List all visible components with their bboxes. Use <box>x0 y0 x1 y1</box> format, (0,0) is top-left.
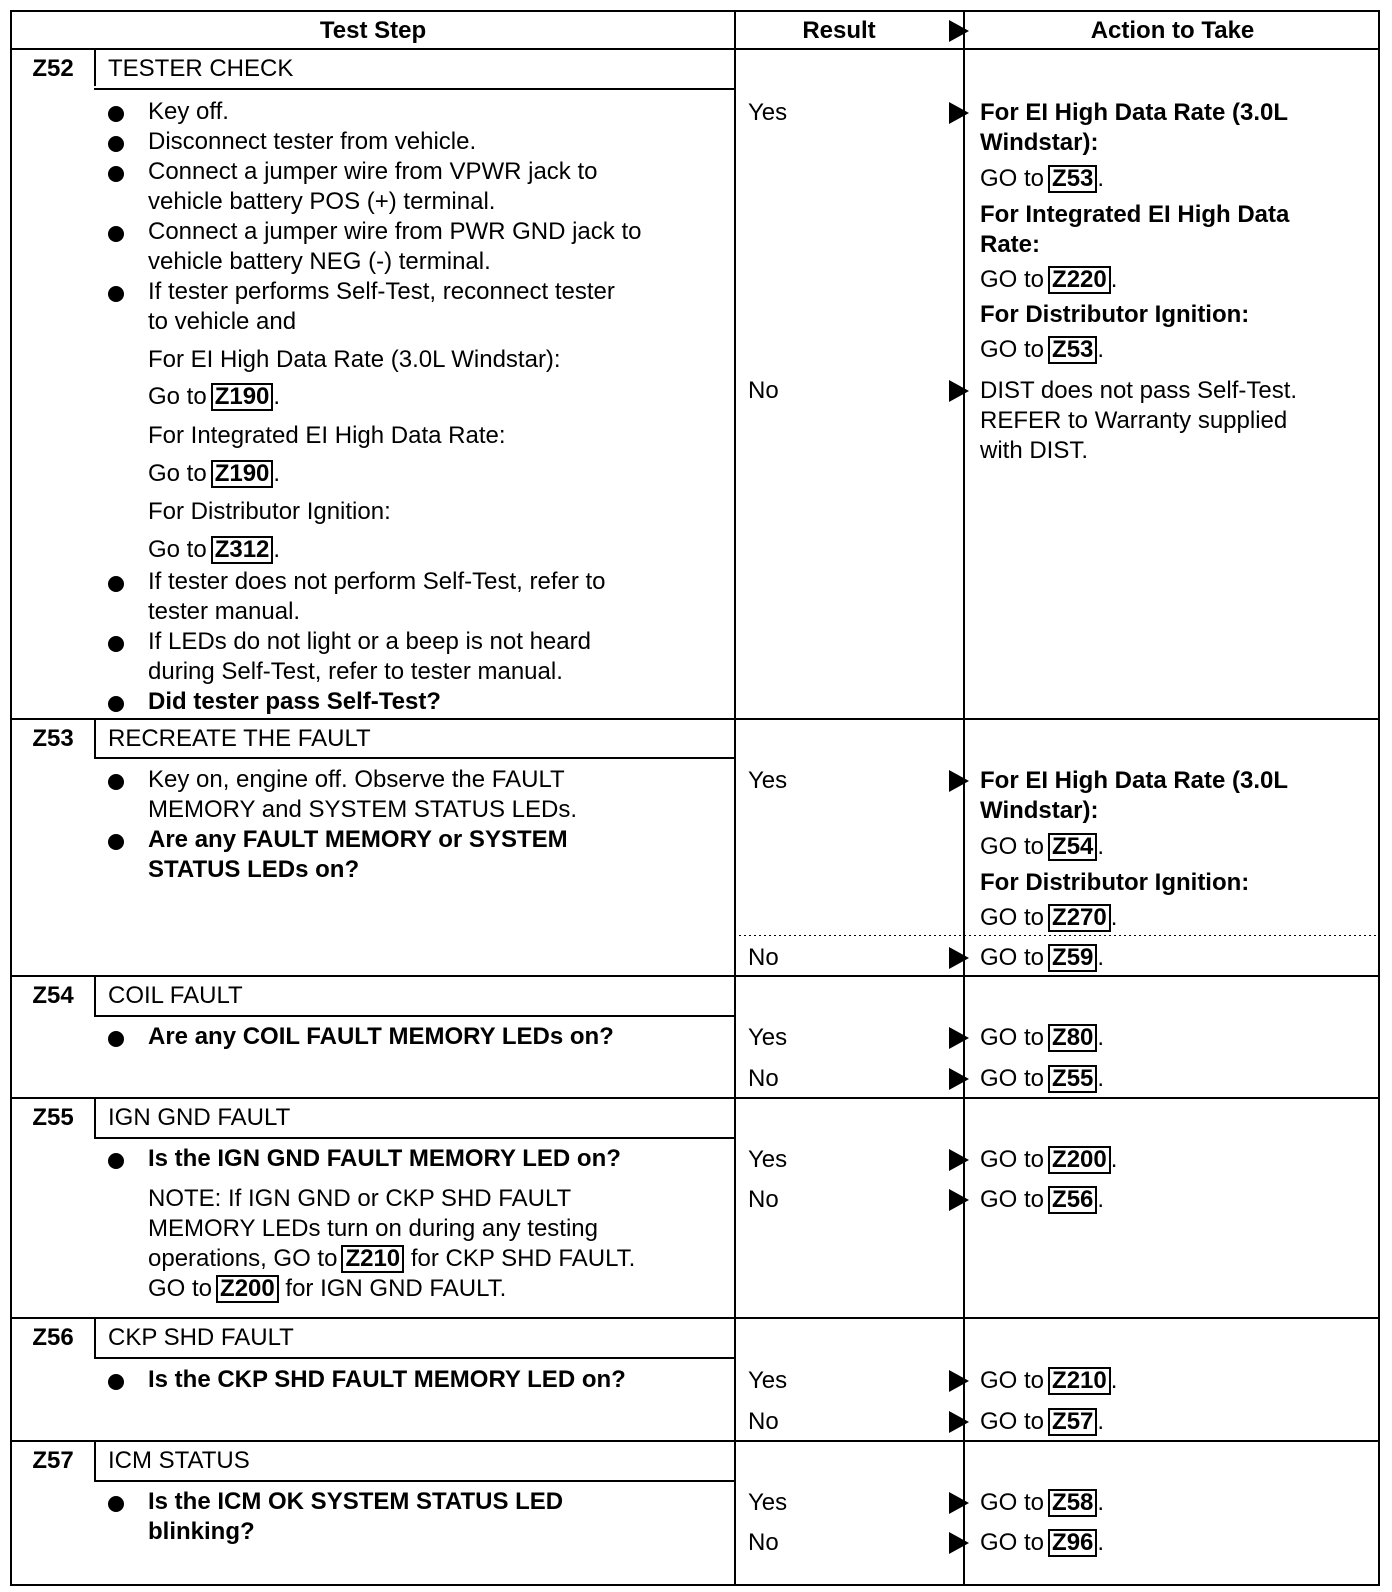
step-question: Is the IGN GND FAULT MEMORY LED on? <box>148 1145 621 1172</box>
arrow-icon <box>949 1411 969 1433</box>
step-line: If tester does not perform Self-Test, refer to <box>148 568 606 595</box>
action-goto: GO to Z53 . <box>980 336 1105 363</box>
action-goto: GO to Z220 . <box>980 266 1118 293</box>
divider <box>94 757 734 759</box>
bullet-icon <box>108 1153 124 1169</box>
ref-link[interactable]: Z96 <box>1048 1529 1097 1557</box>
ref-link[interactable]: Z312 <box>211 536 274 564</box>
action-goto: GO to Z96 . <box>980 1529 1105 1556</box>
step-title: COIL FAULT <box>108 982 243 1009</box>
arrow-icon <box>949 1370 969 1392</box>
divider <box>94 1137 734 1139</box>
action-line: Rate: <box>980 231 1041 258</box>
ref-link[interactable]: Z53 <box>1048 336 1097 364</box>
goto-line: Go to Z312 . <box>148 536 281 563</box>
bullet-icon <box>108 834 124 850</box>
ref-link[interactable]: Z200 <box>1048 1146 1111 1174</box>
action-goto: GO to Z54 . <box>980 833 1105 860</box>
bullet-icon <box>108 136 124 152</box>
arrow-icon <box>949 1068 969 1090</box>
step-line: Key on, engine off. Observe the FAULT <box>148 766 565 793</box>
divider <box>94 720 96 758</box>
note-line: MEMORY LEDs turn on during any testing <box>148 1215 598 1242</box>
action-goto: GO to Z200 . <box>980 1146 1118 1173</box>
action-goto: GO to Z53 . <box>980 165 1105 192</box>
divider <box>94 1099 96 1137</box>
step-code: Z53 <box>32 725 74 752</box>
column-divider <box>963 12 965 1584</box>
diagnostic-table <box>10 10 1380 1586</box>
bullet-icon <box>108 576 124 592</box>
action-line: For EI High Data Rate (3.0L <box>980 99 1289 126</box>
header-test-step: Test Step <box>319 17 427 44</box>
step-line: For EI High Data Rate (3.0L Windstar): <box>148 346 561 373</box>
goto-line: Go to Z190 . <box>148 460 281 487</box>
result-yes: Yes <box>748 1489 788 1516</box>
step-line: Connect a jumper wire from PWR GND jack to <box>148 218 642 245</box>
ref-link[interactable]: Z190 <box>211 383 274 411</box>
step-title: TESTER CHECK <box>108 55 294 82</box>
step-line: vehicle battery POS (+) terminal. <box>148 188 496 215</box>
bullet-icon <box>108 226 124 242</box>
step-code: Z52 <box>32 55 74 82</box>
bullet-icon <box>108 636 124 652</box>
step-title: IGN GND FAULT <box>108 1104 291 1131</box>
action-goto: GO to Z55 . <box>980 1065 1105 1092</box>
step-line: during Self-Test, refer to tester manual. <box>148 658 563 685</box>
arrow-icon <box>949 1189 969 1211</box>
note-line: GO to Z200 for IGN GND FAULT. <box>148 1275 507 1302</box>
bullet-icon <box>108 696 124 712</box>
bullet-icon <box>108 1031 124 1047</box>
divider <box>94 1357 734 1359</box>
step-code: Z57 <box>32 1447 74 1474</box>
bullet-icon <box>108 1374 124 1390</box>
ref-link[interactable]: Z58 <box>1048 1489 1097 1517</box>
divider <box>734 935 1378 936</box>
bullet-icon <box>108 106 124 122</box>
ref-link[interactable]: Z56 <box>1048 1186 1097 1214</box>
action-goto: GO to Z58 . <box>980 1489 1105 1516</box>
ref-link[interactable]: Z54 <box>1048 833 1097 861</box>
step-question: Are any COIL FAULT MEMORY LEDs on? <box>148 1023 614 1050</box>
result-yes: Yes <box>748 1146 788 1173</box>
step-title: CKP SHD FAULT <box>108 1324 294 1351</box>
divider <box>94 1442 96 1480</box>
note-line: NOTE: If IGN GND or CKP SHD FAULT <box>148 1185 572 1212</box>
step-title: RECREATE THE FAULT <box>108 725 371 752</box>
divider <box>94 1319 96 1357</box>
ref-link[interactable]: Z200 <box>216 1275 279 1303</box>
ref-link[interactable]: Z55 <box>1048 1065 1097 1093</box>
step-line: If tester performs Self-Test, reconnect tester <box>148 278 615 305</box>
action-line: For Distributor Ignition: <box>980 301 1250 328</box>
result-yes: Yes <box>748 1367 788 1394</box>
ref-link[interactable]: Z220 <box>1048 266 1111 294</box>
action-line: For EI High Data Rate (3.0L <box>980 767 1289 794</box>
divider <box>94 1480 734 1482</box>
action-goto: GO to Z56 . <box>980 1186 1105 1213</box>
header-action: Action to Take <box>1090 17 1255 44</box>
ref-link[interactable]: Z270 <box>1048 904 1111 932</box>
ref-link[interactable]: Z53 <box>1048 165 1097 193</box>
action-goto: GO to Z270 . <box>980 904 1118 931</box>
step-title: ICM STATUS <box>108 1447 250 1474</box>
step-question: STATUS LEDs on? <box>148 856 360 883</box>
goto-line: Go to Z190 . <box>148 383 281 410</box>
arrow-icon <box>949 1027 969 1049</box>
action-goto: GO to Z59 . <box>980 944 1105 971</box>
arrow-icon <box>949 1149 969 1171</box>
action-line: with DIST. <box>980 437 1089 464</box>
note-line: operations, GO to Z210 for CKP SHD FAULT. <box>148 1245 636 1272</box>
result-no: No <box>748 1065 779 1092</box>
column-divider <box>734 12 736 1584</box>
arrow-icon <box>949 1532 969 1554</box>
step-code: Z56 <box>32 1324 74 1351</box>
bullet-icon <box>108 286 124 302</box>
arrow-icon <box>949 947 969 969</box>
arrow-icon <box>949 1492 969 1514</box>
step-question: Are any FAULT MEMORY or SYSTEM <box>148 826 568 853</box>
step-line: For Integrated EI High Data Rate: <box>148 422 506 449</box>
step-line: to vehicle and <box>148 308 297 335</box>
ref-link[interactable]: Z59 <box>1048 944 1097 972</box>
action-line: Windstar): <box>980 129 1099 156</box>
ref-link[interactable]: Z57 <box>1048 1408 1097 1436</box>
action-line: Windstar): <box>980 797 1099 824</box>
step-code: Z55 <box>32 1104 74 1131</box>
arrow-icon <box>949 102 969 124</box>
step-line: If LEDs do not light or a beep is not heard <box>148 628 591 655</box>
step-line: vehicle battery NEG (-) terminal. <box>148 248 491 275</box>
divider <box>94 50 96 86</box>
bullet-icon <box>108 774 124 790</box>
action-line: DIST does not pass Self-Test. <box>980 377 1298 404</box>
bullet-icon <box>108 166 124 182</box>
result-no: No <box>748 944 779 971</box>
action-line: For Integrated EI High Data <box>980 201 1290 228</box>
step-line: tester manual. <box>148 598 301 625</box>
ref-link[interactable]: Z190 <box>211 460 274 488</box>
header-result: Result <box>802 17 876 44</box>
step-question: blinking? <box>148 1518 255 1545</box>
action-goto: GO to Z210 . <box>980 1367 1118 1394</box>
step-question: Is the ICM OK SYSTEM STATUS LED <box>148 1488 564 1515</box>
result-yes: Yes <box>748 1024 788 1051</box>
divider <box>94 1015 734 1017</box>
step-line: For Distributor Ignition: <box>148 498 391 525</box>
ref-link[interactable]: Z210 <box>1048 1367 1111 1395</box>
step-line: MEMORY and SYSTEM STATUS LEDs. <box>148 796 577 823</box>
result-no: No <box>748 377 779 404</box>
step-line: Key off. <box>148 98 229 125</box>
action-line: REFER to Warranty supplied <box>980 407 1288 434</box>
result-no: No <box>748 1529 779 1556</box>
ref-link[interactable]: Z210 <box>341 1245 404 1273</box>
divider <box>94 88 734 90</box>
result-no: No <box>748 1408 779 1435</box>
action-goto: GO to Z80 . <box>980 1024 1105 1051</box>
result-no: No <box>748 1186 779 1213</box>
action-line: For Distributor Ignition: <box>980 869 1250 896</box>
step-question: Did tester pass Self-Test? <box>148 688 441 715</box>
arrow-icon <box>949 380 969 402</box>
step-line: Disconnect tester from vehicle. <box>148 128 477 155</box>
ref-link[interactable]: Z80 <box>1048 1024 1097 1052</box>
action-goto: GO to Z57 . <box>980 1408 1105 1435</box>
arrow-icon <box>949 770 969 792</box>
step-question: Is the CKP SHD FAULT MEMORY LED on? <box>148 1366 626 1393</box>
result-yes: Yes <box>748 99 788 126</box>
step-line: Connect a jumper wire from VPWR jack to <box>148 158 598 185</box>
bullet-icon <box>108 1496 124 1512</box>
step-code: Z54 <box>32 982 74 1009</box>
divider <box>94 977 96 1015</box>
result-yes: Yes <box>748 767 788 794</box>
